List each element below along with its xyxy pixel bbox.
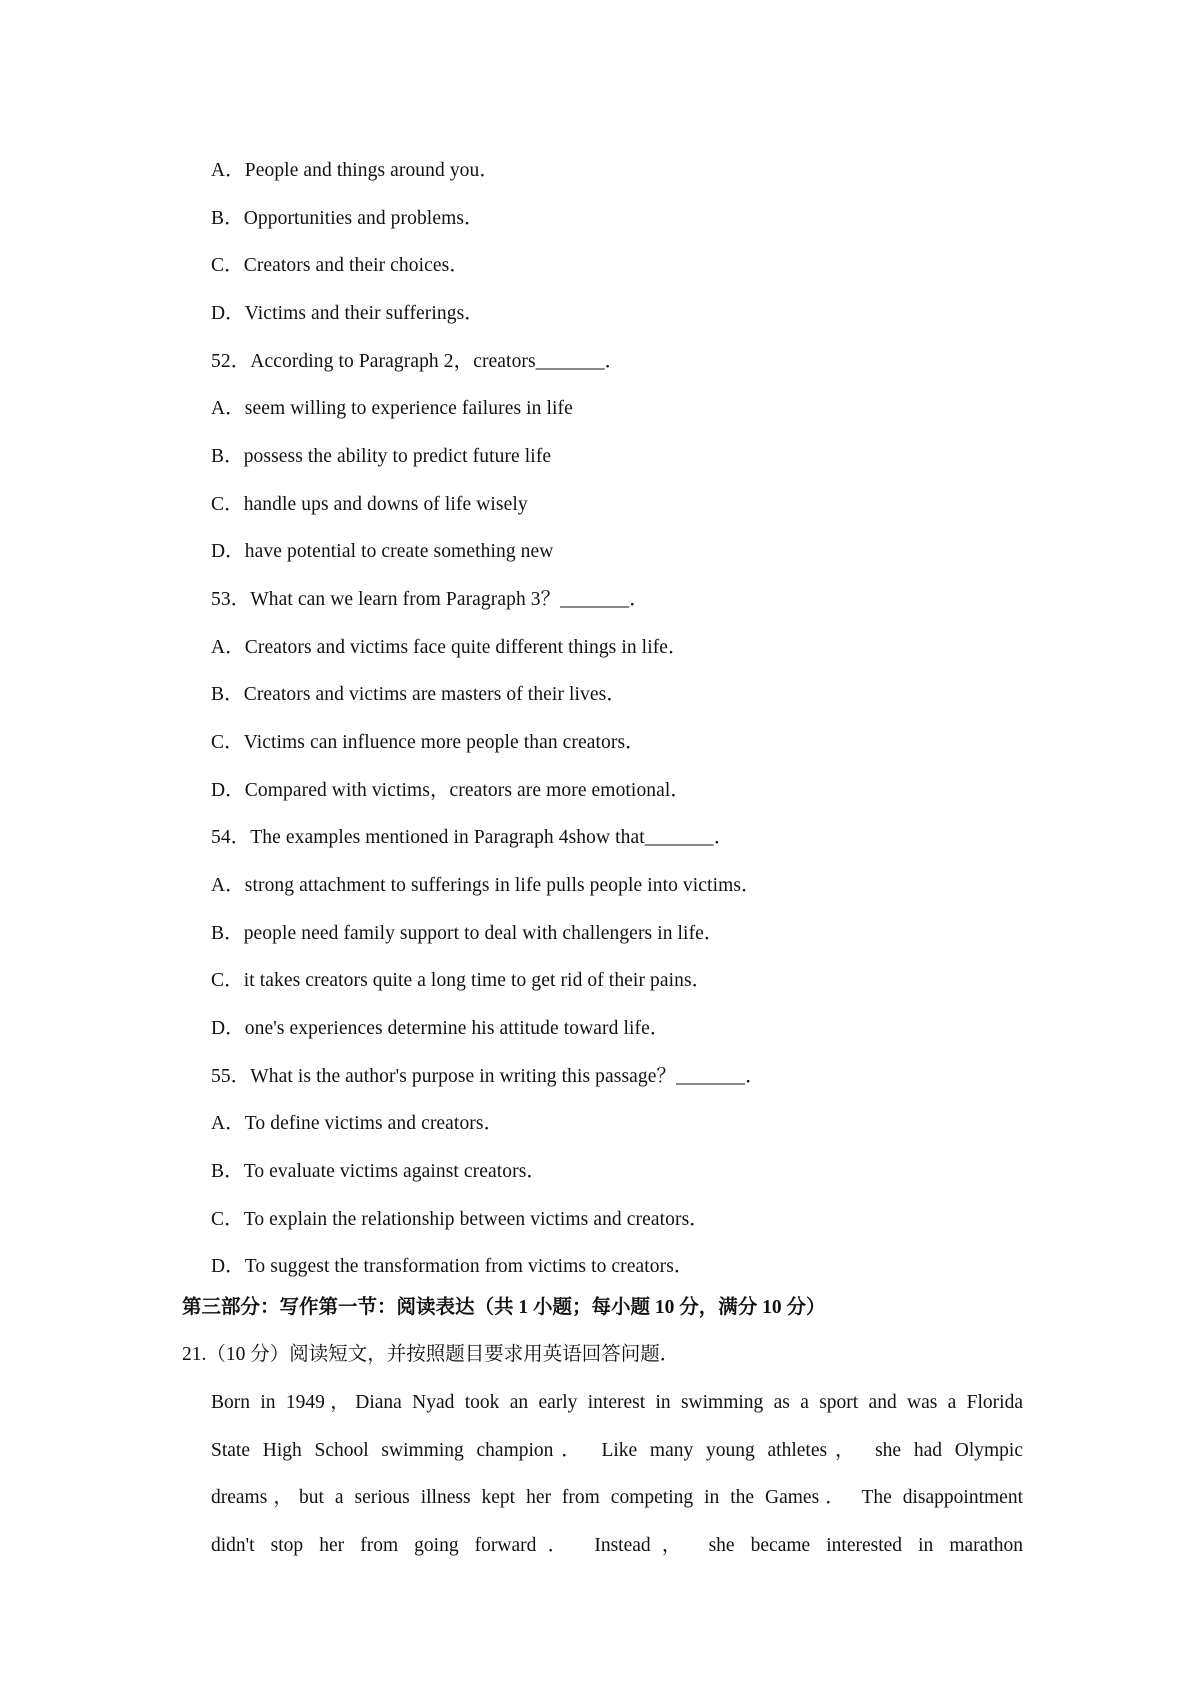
q53-option-a: A．Creators and victims face quite different things in life． xyxy=(211,637,688,658)
q51-option-a: A．People and things around you． xyxy=(211,160,499,181)
passage-line-4: didn't stop her from going forward． Instead， she became interested in marathon xyxy=(211,1535,1023,1556)
q52-option-c: C．handle ups and downs of life wisely xyxy=(211,494,528,515)
q51-option-b: B．Opportunities and problems． xyxy=(211,208,484,229)
q54-option-d: D．one's experiences determine his attitude toward life． xyxy=(211,1018,670,1039)
q52-option-d: D．have potential to create something new xyxy=(211,541,554,562)
q51-option-d: D．Victims and their sufferings． xyxy=(211,303,484,324)
passage-line-3: dreams，but a serious illness kept her from competing in the Games． The disappointment xyxy=(211,1487,1023,1508)
passage-line-2: State High School swimming champion． Like many young athletes， she had Olympic xyxy=(211,1440,1023,1461)
q54-option-c: C．it takes creators quite a long time to get rid of their pains． xyxy=(211,970,712,991)
q52-option-b: B．possess the ability to predict future life xyxy=(211,446,552,467)
q55-stem: 55．What is the author's purpose in writing this passage？_______． xyxy=(211,1066,765,1087)
section-heading: 第三部分：写作第一节：阅读表达（共 1 小题；每小题 10 分，满分 10 分） xyxy=(182,1297,826,1318)
q54-option-a: A．strong attachment to sufferings in life pulls people into victims． xyxy=(211,875,761,896)
q53-stem: 53．What can we learn from Paragraph 3？_______． xyxy=(211,589,649,610)
q52-option-a: A．seem willing to experience failures in life xyxy=(211,398,573,419)
q55-option-a: A．To define victims and creators． xyxy=(211,1113,504,1134)
q54-option-b: B．people need family support to deal with challengers in life． xyxy=(211,923,724,944)
q53-option-d: D．Compared with victims，creators are more emotional． xyxy=(211,780,691,801)
q53-option-c: C．Victims can influence more people than creators． xyxy=(211,732,645,753)
task-instruction: 21.（10 分）阅读短文，并按照题目要求用英语回答问题． xyxy=(182,1344,680,1365)
q51-option-c: C．Creators and their choices． xyxy=(211,255,469,276)
q54-stem: 54．The examples mentioned in Paragraph 4show that_______． xyxy=(211,827,734,848)
q55-option-b: B．To evaluate victims against creators． xyxy=(211,1161,547,1182)
q55-option-d: D．To suggest the transformation from victims to creators． xyxy=(211,1256,694,1277)
passage-line-1: Born in 1949，Diana Nyad took an early interest in swimming as a sport and was a Florida xyxy=(211,1392,1023,1413)
q53-option-b: B．Creators and victims are masters of their lives． xyxy=(211,684,626,705)
q55-option-c: C．To explain the relationship between victims and creators． xyxy=(211,1209,709,1230)
q52-stem: 52．According to Paragraph 2，creators_______． xyxy=(211,351,625,372)
